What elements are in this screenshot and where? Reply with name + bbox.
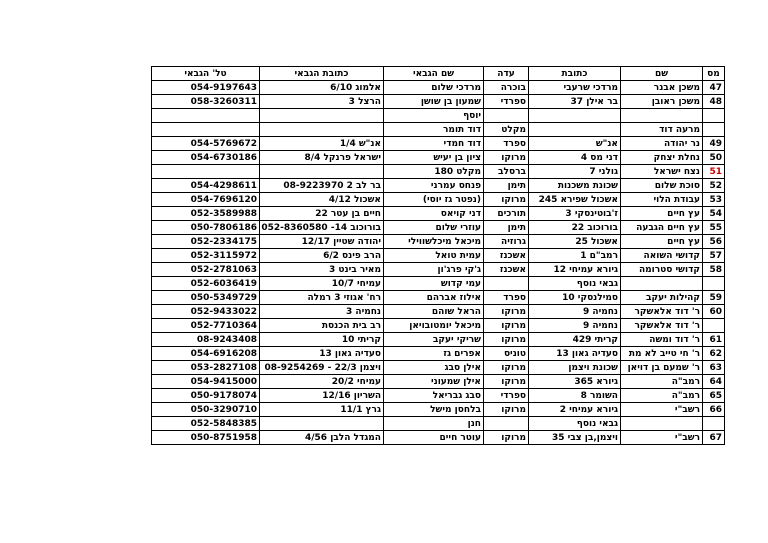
cell-num	[703, 277, 725, 291]
table-row	[152, 417, 725, 431]
cell-gabai-name: דוד תומר	[384, 123, 484, 137]
cell-name: ר' חי טייב לא מת	[621, 347, 703, 361]
header-num: מס	[703, 67, 725, 81]
cell-gabai-name: עוטר חיים	[384, 431, 484, 445]
cell-num: 60	[703, 305, 725, 319]
cell-gabai-phone: 052-9433022	[152, 305, 260, 319]
cell-community: תימן	[484, 179, 529, 193]
cell-gabai-phone: 053-2827108	[152, 361, 260, 375]
cell-community: אשכנז	[484, 263, 529, 277]
cell-gabai-phone: 054-6916208	[152, 347, 260, 361]
cell-gabai-address: עמיחי 20/2	[260, 375, 384, 389]
cell-num	[703, 109, 725, 123]
cell-community: ספרדי	[484, 95, 529, 109]
cell-num: 63	[703, 361, 725, 375]
cell-address: אשכול שפירא 245	[529, 193, 621, 207]
cell-gabai-name: עמית טואל	[384, 249, 484, 263]
cell-gabai-address: עמיחי 10/7	[260, 277, 384, 291]
cell-community	[484, 417, 529, 431]
cell-num: 62	[703, 347, 725, 361]
cell-address: שכונת ויצמן	[529, 361, 621, 375]
cell-address: נחמיה 9	[529, 319, 621, 333]
cell-community: מרוקו	[484, 319, 529, 333]
cell-community: מרוקו	[484, 375, 529, 389]
cell-gabai-address: אלמוג 6/10	[260, 81, 384, 95]
cell-num: 56	[703, 235, 725, 249]
cell-gabai-address: בורוכוב 14- 052-8360580	[260, 221, 384, 235]
cell-gabai-address	[260, 417, 384, 431]
cell-community: גרוזיה	[484, 235, 529, 249]
cell-name	[621, 417, 703, 431]
cell-address: בורוכוב 22	[529, 221, 621, 235]
cell-gabai-name: שמעון בן שושן	[384, 95, 484, 109]
cell-gabai-address: בר לב 2 08-9223970	[260, 179, 384, 193]
cell-address: אשכול 25	[529, 235, 621, 249]
cell-num: 50	[703, 151, 725, 165]
cell-num: 52	[703, 179, 725, 193]
cell-address: גיורא עמיחי 2	[529, 403, 621, 417]
cell-gabai-phone: 050-5349729	[152, 291, 260, 305]
cell-address: ויצמן,בן צבי 35	[529, 431, 621, 445]
cell-community: טוניס	[484, 347, 529, 361]
cell-community: מרוקו	[484, 431, 529, 445]
cell-name: עץ חיים	[621, 207, 703, 221]
cell-gabai-address: הרב פינס 6/2	[260, 249, 384, 263]
cell-address: גיורא 365	[529, 375, 621, 389]
cell-community: ברסלב	[484, 165, 529, 179]
header-row	[152, 67, 725, 81]
cell-name: עץ חיים הגבעה	[621, 221, 703, 235]
cell-gabai-phone: 054-5769672	[152, 137, 260, 151]
cell-gabai-phone: 050-8751958	[152, 431, 260, 445]
cell-gabai-name: אילן שמעוני	[384, 375, 484, 389]
cell-gabai-phone: 052-3115972	[152, 249, 260, 263]
cell-gabai-phone: 054-9415000	[152, 375, 260, 389]
cell-gabai-phone	[152, 165, 260, 179]
cell-address: גולני 7	[529, 165, 621, 179]
cell-name	[621, 277, 703, 291]
cell-address: אנ"ש	[529, 137, 621, 151]
cell-gabai-name: דוד חמדי	[384, 137, 484, 151]
cell-gabai-phone: 052-2781063	[152, 263, 260, 277]
cell-gabai-phone	[152, 109, 260, 123]
cell-address: נחמיה 9	[529, 305, 621, 319]
cell-num: 48	[703, 95, 725, 109]
cell-name: רמב"ה	[621, 375, 703, 389]
cell-name: קהילות יעקב	[621, 291, 703, 305]
cell-name: רמב"ה	[621, 389, 703, 403]
cell-gabai-name: ציון בן יעיש	[384, 151, 484, 165]
cell-num	[703, 123, 725, 137]
cell-gabai-phone: 050-7806186	[152, 221, 260, 235]
table-row	[152, 249, 725, 263]
cell-community: בוכרה	[484, 81, 529, 95]
cell-gabai-address: השריון 12/16	[260, 389, 384, 403]
cell-name: עץ חיים	[621, 235, 703, 249]
cell-address: סעדיה גאון 13	[529, 347, 621, 361]
cell-community: תימן	[484, 221, 529, 235]
header-name: שם	[621, 67, 703, 81]
cell-gabai-name: שריקי יעקב	[384, 333, 484, 347]
cell-gabai-name: אילן סבג	[384, 361, 484, 375]
cell-name: נצח ישראל	[621, 165, 703, 179]
cell-name: קדושי סטרומה	[621, 263, 703, 277]
cell-num: 67	[703, 431, 725, 445]
cell-gabai-address: הרצל 3	[260, 95, 384, 109]
cell-gabai-address	[260, 123, 384, 137]
cell-address: דני מס 4	[529, 151, 621, 165]
cell-gabai-address: אנ"ש 1/4	[260, 137, 384, 151]
cell-gabai-name: מרדכי שלום	[384, 81, 484, 95]
table-row	[152, 95, 725, 109]
table-row	[152, 347, 725, 361]
header-gabai-address: כתובת הגבאי	[260, 67, 384, 81]
cell-num: 55	[703, 221, 725, 235]
cell-gabai-address	[260, 109, 384, 123]
cell-num: 49	[703, 137, 725, 151]
cell-community: אשכנז	[484, 249, 529, 263]
table-row	[152, 431, 725, 445]
table-row	[152, 319, 725, 333]
header-address: כתובת	[529, 67, 621, 81]
cell-gabai-address: ישראל פרנקל 8/4	[260, 151, 384, 165]
cell-gabai-phone: 058-3260311	[152, 95, 260, 109]
cell-gabai-phone: 054-4298611	[152, 179, 260, 193]
cell-gabai-address: אשכול 4/12	[260, 193, 384, 207]
cell-gabai-phone: 054-6730186	[152, 151, 260, 165]
table-row	[152, 109, 725, 123]
cell-gabai-name: עוזרי שלום	[384, 221, 484, 235]
cell-gabai-name: בלחסן מישל	[384, 403, 484, 417]
cell-gabai-address: יהודה שטיין 12/17	[260, 235, 384, 249]
cell-gabai-address	[260, 165, 384, 179]
header-gabai-name: שם הגבאי	[384, 67, 484, 81]
cell-gabai-name: ג'קי פרג'ון	[384, 263, 484, 277]
cell-gabai-phone: 052-3589988	[152, 207, 260, 221]
cell-num	[703, 319, 725, 333]
cell-gabai-address: גרץ 11/1	[260, 403, 384, 417]
cell-address: השומר 8	[529, 389, 621, 403]
cell-address: גבאי נוסף	[529, 277, 621, 291]
cell-address: גיורא עמיחי 12	[529, 263, 621, 277]
cell-community: תורכים	[484, 207, 529, 221]
cell-address	[529, 123, 621, 137]
synagogue-table-sheet	[152, 66, 725, 445]
cell-gabai-name: עמי קדוש	[384, 277, 484, 291]
cell-address: רמב"ם 1	[529, 249, 621, 263]
cell-address: מרדכי שרעבי	[529, 81, 621, 95]
cell-gabai-address: מאיר בינט 3	[260, 263, 384, 277]
cell-gabai-name: חנן	[384, 417, 484, 431]
cell-name: ר' שמעם בן דויאן	[621, 361, 703, 375]
cell-community	[484, 277, 529, 291]
cell-gabai-address: רח' אגוזי 3 רמלה	[260, 291, 384, 305]
cell-gabai-name: סבג גבריאל	[384, 389, 484, 403]
cell-gabai-phone: 052-6036419	[152, 277, 260, 291]
table-row	[152, 221, 725, 235]
table-row	[152, 165, 725, 179]
header-community: עדה	[484, 67, 529, 81]
cell-community: מרוקו	[484, 361, 529, 375]
cell-community: מרוקו	[484, 305, 529, 319]
cell-community: ספרד	[484, 137, 529, 151]
cell-num: 61	[703, 333, 725, 347]
cell-name: משכן אבנר	[621, 81, 703, 95]
cell-num: 54	[703, 207, 725, 221]
cell-gabai-phone: 054-7696120	[152, 193, 260, 207]
cell-community: ספרד	[484, 291, 529, 305]
cell-num	[703, 417, 725, 431]
table-row	[152, 193, 725, 207]
cell-name: משכן ראובן	[621, 95, 703, 109]
cell-gabai-name: הראל שוהם	[384, 305, 484, 319]
table-row	[152, 123, 725, 137]
cell-community: מקלט	[484, 123, 529, 137]
cell-name: מרעה דוד	[621, 123, 703, 137]
cell-gabai-address: קריתי 10	[260, 333, 384, 347]
cell-gabai-address: ויצמן 22/3 - 08-9254269	[260, 361, 384, 375]
cell-gabai-phone: 052-7710364	[152, 319, 260, 333]
cell-num: 64	[703, 375, 725, 389]
cell-gabai-name: פנחס עמרני	[384, 179, 484, 193]
cell-community	[484, 109, 529, 123]
cell-num: 57	[703, 249, 725, 263]
cell-gabai-name: דני קויאס	[384, 207, 484, 221]
cell-gabai-name: (נפטר גז יוסי)	[384, 193, 484, 207]
cell-gabai-name: יוסף	[384, 109, 484, 123]
table-row	[152, 207, 725, 221]
table-row	[152, 235, 725, 249]
cell-gabai-address: רב בית הכנסת	[260, 319, 384, 333]
cell-address: ז'בוטינסקי 3	[529, 207, 621, 221]
cell-community: ספרדי	[484, 389, 529, 403]
cell-gabai-phone: 050-3290710	[152, 403, 260, 417]
cell-address: שכונת משכנות	[529, 179, 621, 193]
synagogue-table	[151, 66, 725, 445]
cell-gabai-address: סעדיה גאון 13	[260, 347, 384, 361]
table-body	[152, 81, 725, 445]
cell-num: 58	[703, 263, 725, 277]
cell-gabai-phone: 054-9197643	[152, 81, 260, 95]
header-gabai-phone: טל' הגבאי	[152, 67, 260, 81]
cell-community: מרוקו	[484, 151, 529, 165]
table-row	[152, 277, 725, 291]
cell-gabai-phone: 052-5848385	[152, 417, 260, 431]
table-row	[152, 305, 725, 319]
cell-name: קדושי השואה	[621, 249, 703, 263]
cell-name: ר' דוד ומשה	[621, 333, 703, 347]
cell-gabai-address: המגדל הלבן 4/56	[260, 431, 384, 445]
cell-name: נחלת יצחק	[621, 151, 703, 165]
cell-gabai-phone	[152, 123, 260, 137]
cell-address: בר אילן 37	[529, 95, 621, 109]
table-row	[152, 291, 725, 305]
table-row	[152, 151, 725, 165]
cell-gabai-address: נחמיה 3	[260, 305, 384, 319]
cell-name: רשב"י	[621, 431, 703, 445]
cell-num: 51	[703, 165, 725, 179]
cell-num: 47	[703, 81, 725, 95]
cell-gabai-name: מיכאל מיכלשווילי	[384, 235, 484, 249]
cell-community: מרוקו	[484, 193, 529, 207]
table-row	[152, 361, 725, 375]
cell-name: עבודת הלוי	[621, 193, 703, 207]
cell-name: רשב"י	[621, 403, 703, 417]
table-row	[152, 333, 725, 347]
cell-gabai-phone: 050-9178074	[152, 389, 260, 403]
cell-name: נר יהודה	[621, 137, 703, 151]
table-row	[152, 137, 725, 151]
cell-community: מרוקו	[484, 333, 529, 347]
cell-num: 66	[703, 403, 725, 417]
cell-gabai-name: מיכאל יומטובויאן	[384, 319, 484, 333]
cell-num: 53	[703, 193, 725, 207]
cell-name	[621, 109, 703, 123]
cell-address: גבאי נוסף	[529, 417, 621, 431]
cell-gabai-phone: 052-2334175	[152, 235, 260, 249]
table-row	[152, 179, 725, 193]
cell-address	[529, 109, 621, 123]
cell-address: סמילנסקי 10	[529, 291, 621, 305]
cell-gabai-name: אפרים גז	[384, 347, 484, 361]
cell-num: 59	[703, 291, 725, 305]
cell-gabai-name: אילוז אברהם	[384, 291, 484, 305]
cell-address: קריתי 429	[529, 333, 621, 347]
table-row	[152, 389, 725, 403]
cell-gabai-phone: 08-9243408	[152, 333, 260, 347]
cell-community: מרוקו	[484, 403, 529, 417]
cell-name: ר' דוד אלאשקר	[621, 319, 703, 333]
table-row	[152, 81, 725, 95]
cell-name: סוכת שלום	[621, 179, 703, 193]
table-row	[152, 375, 725, 389]
table-row	[152, 403, 725, 417]
cell-gabai-name: מקלט 180	[384, 165, 484, 179]
cell-num: 65	[703, 389, 725, 403]
table-row	[152, 263, 725, 277]
cell-name: ר' דוד אלאשקר	[621, 305, 703, 319]
cell-gabai-address: חיים בן עטר 22	[260, 207, 384, 221]
